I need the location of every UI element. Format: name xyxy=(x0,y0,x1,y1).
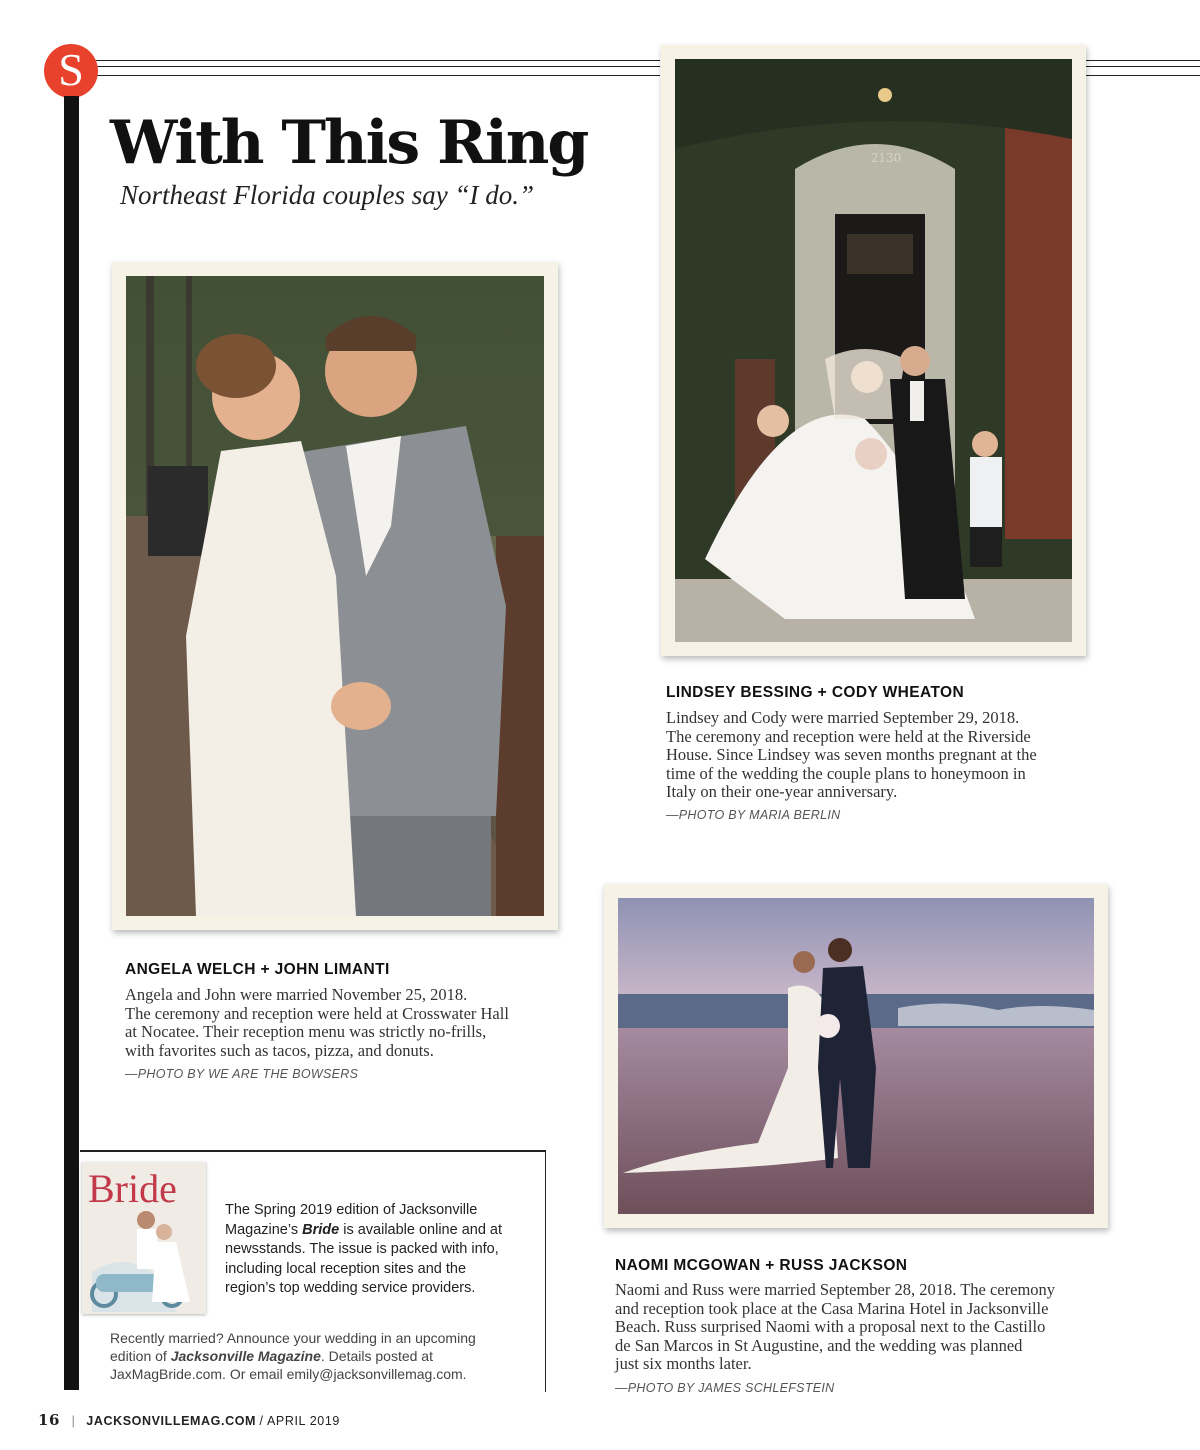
story-line: Italy on their one-year anniversary. xyxy=(666,782,898,801)
promo-top-rule xyxy=(80,1150,546,1152)
page-footer xyxy=(38,1411,340,1429)
bride-magazine-name: Bride xyxy=(302,1221,340,1238)
promo-line: region’s top wedding service providers. xyxy=(225,1280,476,1296)
left-vertical-bar xyxy=(64,96,79,1390)
wedding-announcement-note xyxy=(110,1329,540,1383)
story-line: The ceremony and reception were held at the Riverside xyxy=(666,726,1031,746)
photo-credit-welch-limanti: —PHOTO BY WE ARE THE BOWSERS xyxy=(125,1067,359,1081)
promo-description xyxy=(225,1201,535,1299)
promo-line: Magazine’s Bride is available online and at xyxy=(225,1221,503,1238)
story-line: time of the wedding the couple plans to honeymoon in xyxy=(666,763,1026,783)
story-line: House. Since Lindsey was seven months pregnant at the xyxy=(666,745,1037,764)
house-number-text: 2130 xyxy=(870,151,902,165)
note-line: edition of Jacksonville Magazine. Details posted at xyxy=(110,1348,433,1364)
promo-line: including local reception sites and the xyxy=(225,1260,467,1277)
top-rule-right xyxy=(1086,60,1200,76)
note-line[interactable]: JaxMagBride.com. Or email emily@jacksonvillemag.com. xyxy=(110,1366,467,1382)
photo-frame-mcgowan-jackson xyxy=(604,884,1108,1228)
page-title: With This Ring xyxy=(110,108,588,178)
photo-credit-mcgowan-jackson: —PHOTO BY JAMES SCHLEFSTEIN xyxy=(615,1381,835,1395)
story-line: at Nocatee. Their reception menu was strictly no-frills, xyxy=(125,1022,487,1041)
cover-title-text: Bride xyxy=(88,1166,177,1211)
story-line: Beach. Russ surprised Naomi with a proposal next to the Castillo xyxy=(615,1317,1046,1336)
section-badge: S xyxy=(44,44,98,98)
promo-line: newsstands. The issue is packed with info, xyxy=(225,1241,499,1257)
promo-right-rule xyxy=(545,1150,546,1392)
story-line: The ceremony and reception were held at Crosswater Hall xyxy=(125,1003,509,1023)
page-number: 16 xyxy=(38,1411,61,1429)
magazine-name: Jacksonville Magazine xyxy=(170,1348,321,1364)
story-line: and reception took place at the Casa Marina Hotel in Jacksonville xyxy=(615,1298,1049,1318)
footer-issue: / APRIL 2019 xyxy=(259,1414,340,1428)
photo-frame-welch-limanti xyxy=(112,262,558,930)
couple-story-welch-limanti xyxy=(125,986,565,1060)
page-subtitle: Northeast Florida couples say “I do.” xyxy=(120,180,535,210)
couple-name-bessing-wheaton: LINDSEY BESSING + CODY WHEATON xyxy=(666,684,965,701)
story-line: just six months later. xyxy=(615,1354,752,1373)
promo-line: The Spring 2019 edition of Jacksonville xyxy=(225,1202,478,1218)
story-line: Naomi and Russ were married September 28, 2018. The ceremony xyxy=(615,1280,1056,1299)
story-line: de San Marcos in St Augustine, and the wedding was planned xyxy=(615,1335,1023,1355)
note-line: Recently married? Announce your wedding in an upcoming xyxy=(110,1330,476,1346)
bride-magazine-cover[interactable] xyxy=(82,1162,206,1314)
couple-story-mcgowan-jackson xyxy=(615,1281,1135,1374)
bride-cover-art xyxy=(82,1162,206,1314)
story-line: Angela and John were married November 25, 2018. xyxy=(125,985,468,1004)
photo-credit-bessing-wheaton: —PHOTO BY MARIA BERLIN xyxy=(666,808,841,822)
top-rule-left xyxy=(96,60,660,76)
photo-frame-bessing-wheaton xyxy=(661,45,1086,656)
footer-divider: | xyxy=(71,1414,75,1428)
couple-name-mcgowan-jackson: NAOMI MCGOWAN + RUSS JACKSON xyxy=(615,1257,908,1274)
couple-story-bessing-wheaton xyxy=(666,709,1096,802)
photo-welch-limanti xyxy=(126,276,544,916)
photo-mcgowan-jackson xyxy=(618,898,1094,1214)
story-line: with favorites such as tacos, pizza, and donuts. xyxy=(125,1040,434,1060)
story-line: Lindsey and Cody were married September 29, 2018. xyxy=(666,708,1020,727)
footer-site[interactable]: JACKSONVILLEMAG.COM xyxy=(86,1414,257,1428)
photo-bessing-wheaton xyxy=(675,59,1072,642)
couple-name-welch-limanti: ANGELA WELCH + JOHN LIMANTI xyxy=(125,961,390,978)
